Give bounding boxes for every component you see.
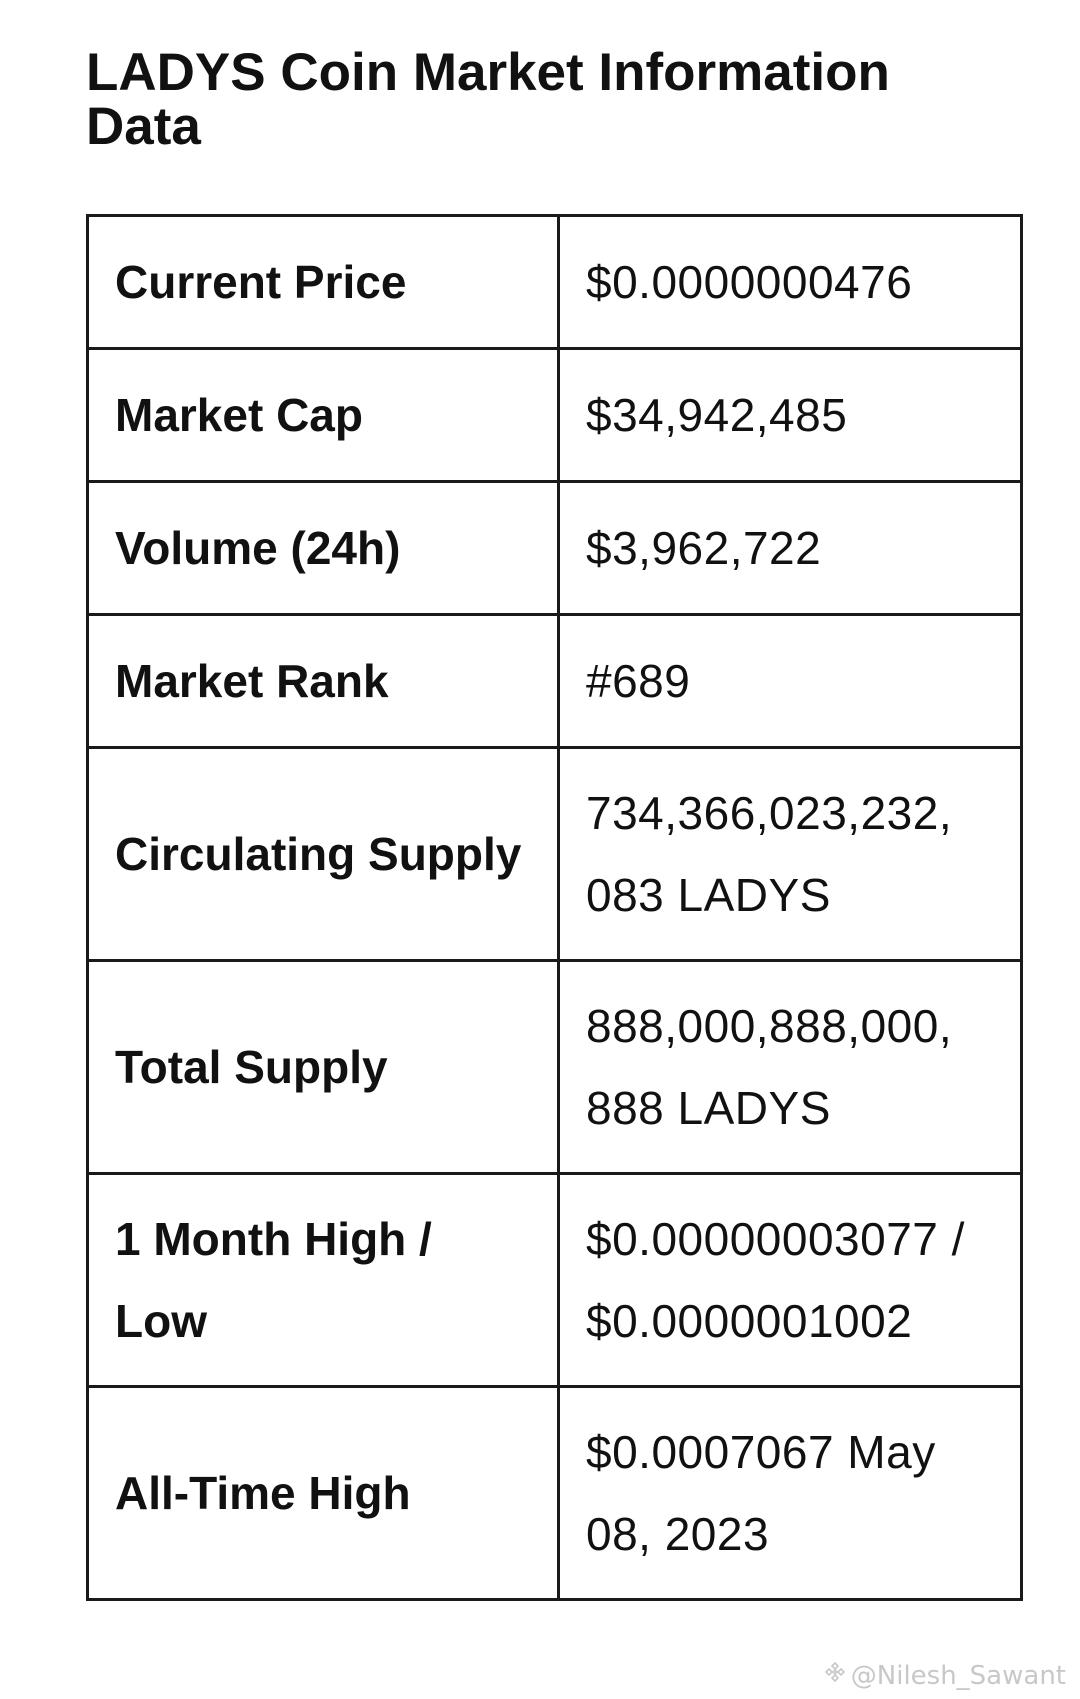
row-label: Market Cap [88, 349, 559, 482]
table-row [88, 1387, 1022, 1600]
row-value: $0.0000000476 [559, 216, 1022, 349]
table-row [88, 748, 1022, 961]
page-title: LADYS Coin Market Information Data [86, 43, 890, 156]
row-value: $0.0007067 May 08, 2023 [559, 1387, 1022, 1600]
table-row [88, 1174, 1022, 1387]
row-value: $34,942,485 [559, 349, 1022, 482]
table-row [88, 961, 1022, 1174]
table-row [88, 216, 1022, 349]
row-label: Market Rank [88, 615, 559, 748]
table-row [88, 482, 1022, 615]
binance-square-icon [823, 1660, 847, 1691]
row-label: Total Supply [88, 961, 559, 1174]
table-row [88, 615, 1022, 748]
watermark-text: @Nilesh_Sawant [850, 1660, 1066, 1691]
row-value: $0.00000003077 / $0.0000001002 [559, 1174, 1022, 1387]
row-value: 888,000,888,000, 888 LADYS [559, 961, 1022, 1174]
row-label: 1 Month High / Low [88, 1174, 559, 1387]
row-value: #689 [559, 615, 1022, 748]
watermark [823, 1660, 1066, 1691]
row-label: Current Price [88, 216, 559, 349]
row-label: Circulating Supply [88, 748, 559, 961]
row-value: 734,366,023,232, 083 LADYS [559, 748, 1022, 961]
table-row [88, 349, 1022, 482]
row-label: All-Time High [88, 1387, 559, 1600]
market-info-table [86, 214, 1023, 1601]
row-value: $3,962,722 [559, 482, 1022, 615]
row-label: Volume (24h) [88, 482, 559, 615]
